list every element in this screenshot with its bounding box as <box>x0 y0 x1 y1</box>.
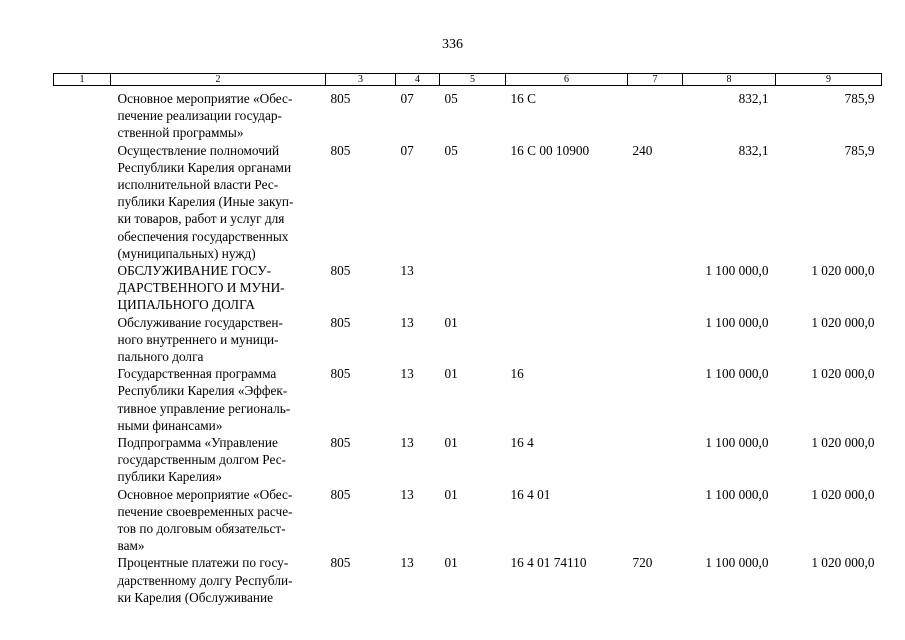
row-col-1 <box>54 434 111 486</box>
row-col-3: 805 <box>330 91 351 106</box>
row-col-8: 832,1 <box>738 142 769 158</box>
row-col-7 <box>628 365 683 434</box>
table-row <box>54 90 882 142</box>
row-col-4: 13 <box>400 314 414 330</box>
header-col-3: 3 <box>326 74 396 86</box>
row-col-6: 16 4 <box>510 435 534 451</box>
row-col-9: 1 020 000,0 <box>811 314 875 330</box>
row-col-6 <box>506 262 628 314</box>
row-col-1 <box>54 142 111 262</box>
row-col-5 <box>440 262 506 314</box>
table-row <box>54 142 882 262</box>
row-name: Основное мероприятие «Обес- печение реализации государ- ственной программы» <box>117 91 293 141</box>
row-col-6: 16 4 01 <box>510 486 551 502</box>
row-col-8: 1 100 000,0 <box>705 435 769 451</box>
header-col-2: 2 <box>111 74 326 86</box>
row-col-4: 13 <box>400 366 414 382</box>
row-col-4: 13 <box>400 486 414 502</box>
row-col-9: 1 020 000,0 <box>811 435 875 451</box>
row-col-5: 05 <box>444 91 458 106</box>
row-name: Основное мероприятие «Обес- печение своевременных расче- тов по долговым обязательст- вам» <box>117 486 293 554</box>
row-col-4: 07 <box>400 142 414 158</box>
row-col-1 <box>54 90 111 142</box>
page-number: 336 <box>442 37 463 52</box>
row-col-6: 16 С 00 10900 <box>510 142 590 158</box>
row-col-6: 16 <box>510 366 524 382</box>
row-col-5: 01 <box>444 366 458 382</box>
row-name: Процентные платежи по госу- дарственному долгу Республи- ки Карелия (Обслуживание <box>117 555 293 605</box>
row-col-8: 1 100 000,0 <box>705 263 769 279</box>
row-col-6: 16 С <box>510 91 536 106</box>
header-row <box>54 74 882 86</box>
header-col-7: 7 <box>628 74 683 86</box>
row-col-5: 05 <box>444 142 458 158</box>
table-row <box>54 486 882 555</box>
row-col-7 <box>628 434 683 486</box>
row-col-9: 1 020 000,0 <box>811 366 875 382</box>
row-col-5: 01 <box>444 486 458 502</box>
row-name: ОБСЛУЖИВАНИЕ ГОСУ- ДАРСТВЕННОГО И МУНИ- ЦИПАЛЬНОГО ДОЛГА <box>117 263 285 313</box>
row-col-7 <box>628 262 683 314</box>
row-col-8: 1 100 000,0 <box>705 555 769 571</box>
table-row <box>54 554 882 606</box>
row-col-5: 01 <box>444 314 458 330</box>
header-col-4: 4 <box>396 74 440 86</box>
header-col-9: 9 <box>776 74 882 86</box>
row-col-9: 1 020 000,0 <box>811 486 875 502</box>
row-col-8: 1 100 000,0 <box>705 314 769 330</box>
row-col-4: 07 <box>400 91 414 106</box>
table-body <box>54 86 882 607</box>
row-col-9: 785,9 <box>844 91 875 106</box>
row-col-7: 240 <box>632 142 653 158</box>
row-name: Государственная программа Республики Карелия «Эффек- тивное управление региональ- ными финансами» <box>117 366 291 433</box>
row-col-1 <box>54 314 111 366</box>
row-col-7 <box>628 486 683 555</box>
row-col-3: 805 <box>330 486 351 502</box>
row-col-7 <box>628 314 683 366</box>
header-col-1: 1 <box>54 74 111 86</box>
budget-table <box>53 73 882 606</box>
header-col-8: 8 <box>683 74 776 86</box>
row-col-8: 1 100 000,0 <box>705 366 769 382</box>
row-col-9: 1 020 000,0 <box>811 263 875 279</box>
header-col-5: 5 <box>440 74 506 86</box>
row-col-8: 1 100 000,0 <box>705 486 769 502</box>
table-row <box>54 434 882 486</box>
row-col-9: 1 020 000,0 <box>811 555 875 571</box>
row-col-6 <box>506 314 628 366</box>
row-col-7 <box>628 90 683 142</box>
header-col-6: 6 <box>506 74 628 86</box>
row-col-3: 805 <box>330 142 351 158</box>
row-col-3: 805 <box>330 555 351 571</box>
row-col-3: 805 <box>330 366 351 382</box>
row-col-8: 832,1 <box>738 91 769 106</box>
table-row <box>54 314 882 366</box>
row-name: Осуществление полномочий Республики Карелия органами исполнительной власти Рес- публики Карелия (Иные закуп- ки товаров, работ и услуг для обеспечения государственных (муниципальных) нужд) <box>117 142 294 261</box>
row-col-5: 01 <box>444 435 458 451</box>
table-row <box>54 365 882 434</box>
row-col-9: 785,9 <box>844 142 875 158</box>
row-col-6: 16 4 01 74110 <box>510 555 587 571</box>
row-col-4: 13 <box>400 263 414 279</box>
row-col-3: 805 <box>330 263 351 279</box>
table-row <box>54 262 882 314</box>
table-header <box>54 74 882 86</box>
row-col-1 <box>54 486 111 555</box>
row-col-1 <box>54 262 111 314</box>
row-col-5: 01 <box>444 555 458 571</box>
row-col-7: 720 <box>632 555 653 571</box>
row-name: Обслуживание государствен- ного внутреннего и муници- пального долга <box>117 314 283 365</box>
row-col-3: 805 <box>330 435 351 451</box>
row-col-4: 13 <box>400 435 414 451</box>
row-col-1 <box>54 365 111 434</box>
row-col-3: 805 <box>330 314 351 330</box>
row-name: Подпрограмма «Управление государственным долгом Рес- публики Карелия» <box>117 435 287 485</box>
row-col-4: 13 <box>400 555 414 571</box>
row-col-1 <box>54 554 111 606</box>
